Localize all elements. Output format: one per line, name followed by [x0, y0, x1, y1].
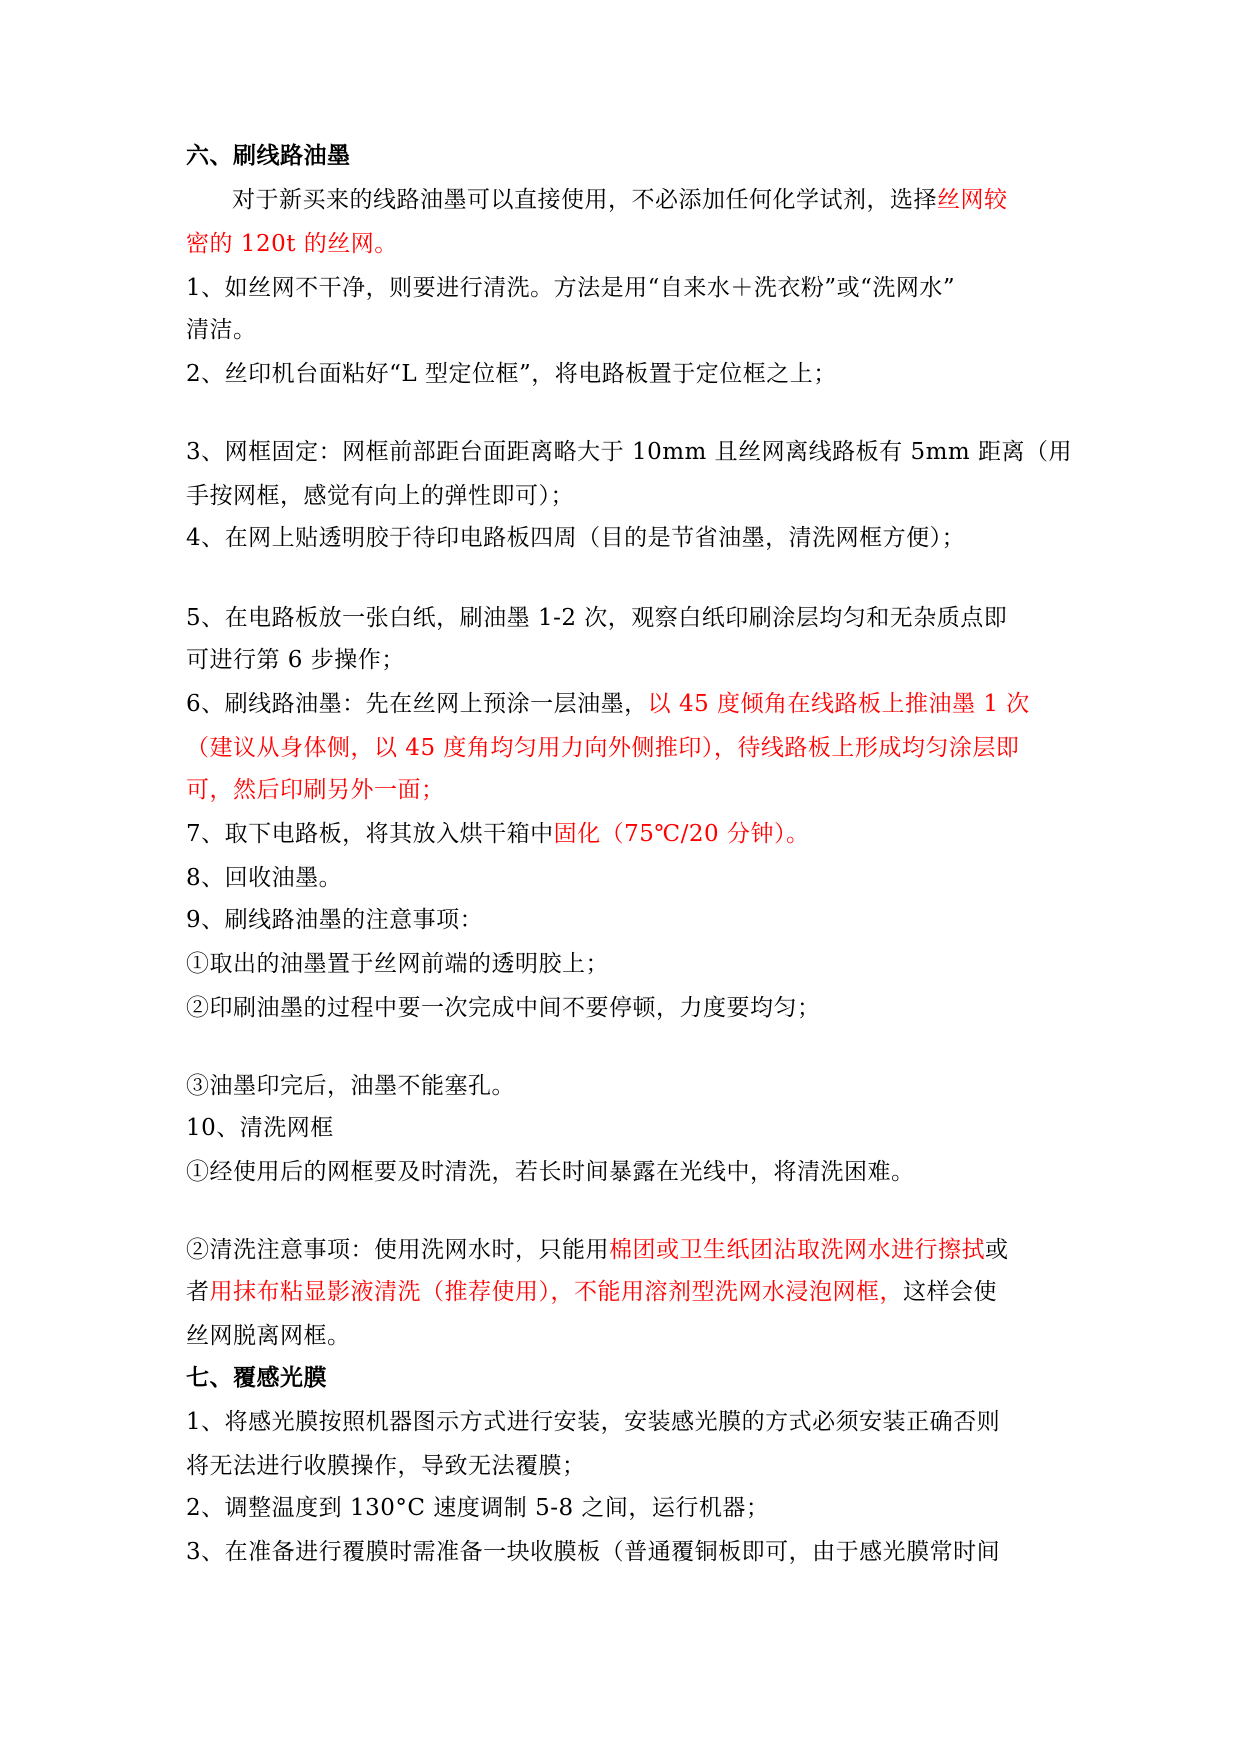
text-span: 5、在电路板放一张白纸，刷油墨 1-2 次，观察白纸印刷涂层均匀和无杂质点即 [186, 605, 1008, 631]
highlighted-text: 可，然后印刷另外一面； [186, 777, 445, 803]
text-line [186, 1537, 1056, 1567]
text-span: 丝网脱离网框。 [186, 1323, 351, 1349]
text-span: ②印刷油墨的过程中要一次完成中间不要停顿，力度要均匀； [186, 995, 821, 1021]
highlighted-text: 棉团或卫生纸团沾取洗网水进行擦拭 [609, 1237, 985, 1263]
text-line [186, 273, 1056, 303]
text-line [186, 819, 1056, 849]
section-heading [186, 1363, 1056, 1393]
text-span: 可进行第 6 步操作； [186, 647, 405, 673]
text-span: 10、清洗网框 [186, 1115, 334, 1141]
text-line [186, 1493, 1056, 1523]
text-span: 者 [186, 1279, 210, 1305]
text-span: ①取出的油墨置于丝网前端的透明胶上； [186, 951, 609, 977]
text-line [186, 949, 1056, 979]
text-span: 这样会使 [903, 1279, 997, 1305]
text-span: 9、刷线路油墨的注意事项： [186, 907, 484, 933]
text-span: 3、网框固定：网框前部距台面距离略大于 10mm 且丝网离线路板有 5mm 距离（用 [186, 439, 1073, 465]
text-line [186, 481, 1056, 511]
text-span: 1、如丝网不干净，则要进行清洗。方法是用“自来水＋洗衣粉”或“洗网水” [186, 275, 956, 301]
highlighted-text: （建议从身体侧，以 45 度角均匀用力向外侧推印），待线路板上形成均匀涂层即 [186, 735, 1020, 761]
text-span: ②清洗注意事项：使用洗网水时，只能用 [186, 1237, 609, 1263]
text-span: ①经使用后的网框要及时清洗，若长时间暴露在光线中，将清洗困难。 [186, 1159, 915, 1185]
text-line [186, 1277, 1056, 1307]
text-span: 对于新买来的线路油墨可以直接使用，不必添加任何化学试剂，选择 [232, 187, 937, 213]
text-line [186, 1157, 1056, 1187]
highlighted-text: 用抹布粘显影液清洗（推荐使用），不能用溶剂型洗网水浸泡网框， [209, 1279, 903, 1305]
text-line [186, 1451, 1056, 1481]
text-span: 七、覆感光膜 [186, 1365, 327, 1391]
text-line [186, 905, 1056, 935]
text-span: 2、调整温度到 130°C 速度调制 5-8 之间，运行机器； [186, 1495, 770, 1521]
text-line [186, 1113, 1056, 1143]
section-heading [186, 141, 1056, 171]
highlighted-text: 丝网较 [937, 187, 1008, 213]
text-line [186, 863, 1056, 893]
highlighted-text: 固化（75℃/20 分钟）。 [553, 821, 810, 847]
text-line [186, 733, 1056, 763]
text-span: 清洁。 [186, 317, 257, 343]
text-line [186, 1235, 1056, 1265]
text-span: 4、在网上贴透明胶于待印电路板四周（目的是节省油墨，清洗网框方便）； [186, 525, 966, 551]
text-line [186, 689, 1056, 719]
text-line [186, 523, 1056, 553]
text-line [186, 229, 1056, 259]
text-span: 将无法进行收膜操作，导致无法覆膜； [186, 1453, 586, 1479]
text-line [186, 645, 1056, 675]
text-span: 2、丝印机台面粘好“L 型定位框”，将电路板置于定位框之上； [186, 361, 837, 387]
text-span: 3、在准备进行覆膜时需准备一块收膜板（普通覆铜板即可，由于感光膜常时间 [186, 1539, 1001, 1565]
highlighted-text: 密的 120t 的丝网。 [186, 231, 398, 257]
text-line [186, 1407, 1056, 1437]
text-line [186, 1321, 1056, 1351]
text-span: 1、将感光膜按照机器图示方式进行安装，安装感光膜的方式必须安装正确否则 [186, 1409, 1001, 1435]
text-line [186, 315, 1056, 345]
text-span: 6、刷线路油墨：先在丝网上预涂一层油墨， [186, 691, 648, 717]
text-line [186, 993, 1056, 1023]
text-line [186, 1071, 1056, 1101]
text-span: 手按网框，感觉有向上的弹性即可）； [186, 483, 574, 509]
text-span: 8、回收油墨。 [186, 865, 343, 891]
text-line [186, 185, 1056, 215]
text-line [186, 603, 1056, 633]
highlighted-text: 以 45 度倾角在线路板上推油墨 1 次 [647, 691, 1030, 717]
text-line [186, 437, 1073, 467]
text-span: ③油墨印完后，油墨不能塞孔。 [186, 1073, 515, 1099]
text-line [186, 775, 1056, 805]
text-span: 或 [985, 1237, 1009, 1263]
text-span: 六、刷线路油墨 [186, 143, 351, 169]
text-line [186, 359, 1056, 389]
text-span: 7、取下电路板，将其放入烘干箱中 [186, 821, 554, 847]
